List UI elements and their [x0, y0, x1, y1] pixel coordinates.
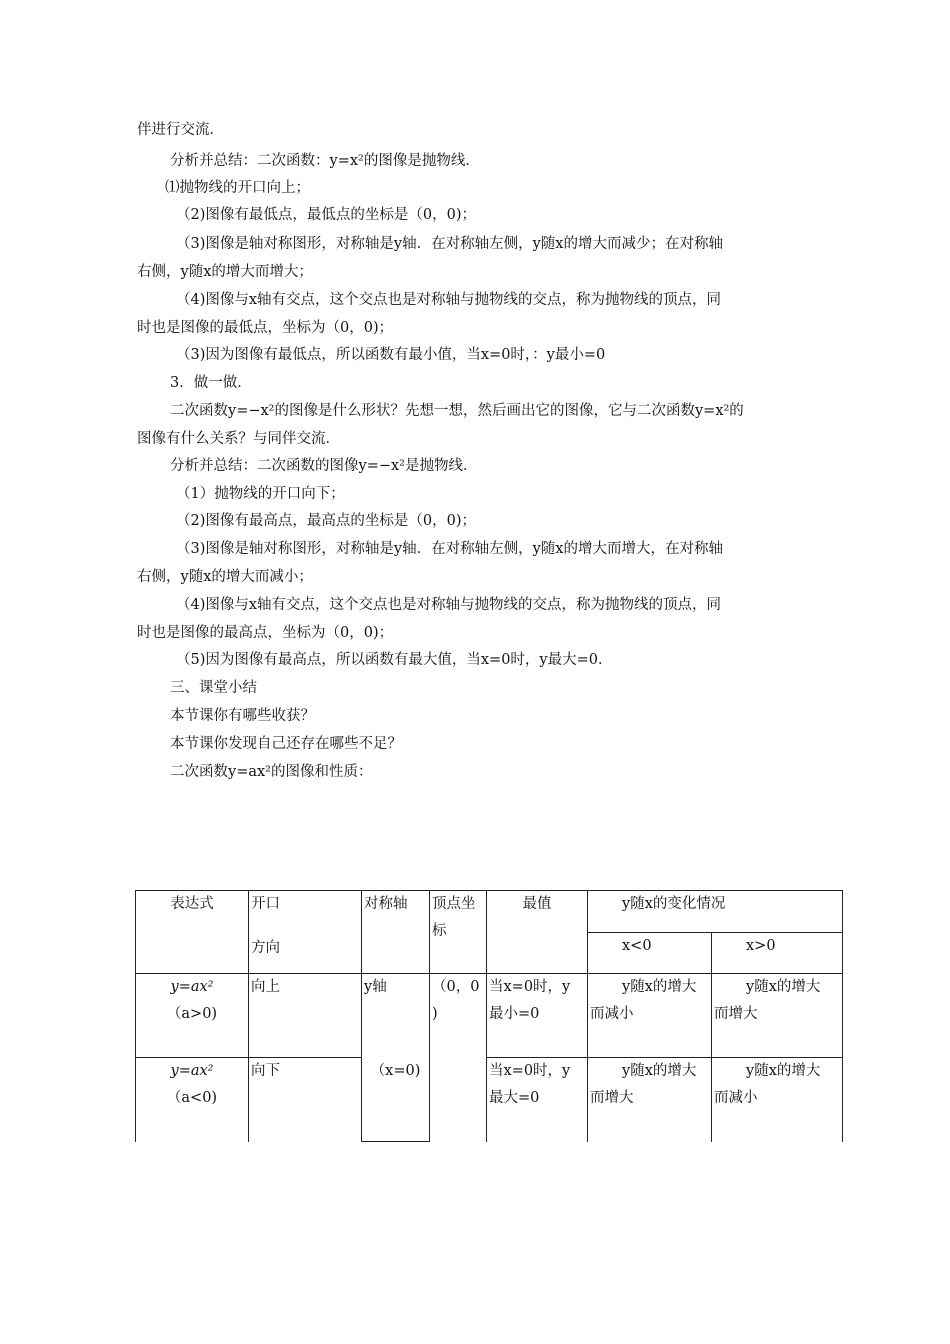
- cell-expr: y=ax² （a<0): [136, 1058, 249, 1142]
- text-line: 本节课你发现自己还存在哪些不足？: [170, 736, 402, 752]
- text-line: （5)因为图像有最高点，所以函数有最大值，当x=0时，y最大=0．: [176, 652, 613, 668]
- text-line: 分析并总结：二次函数的图像y=−x²是抛物线．: [170, 458, 478, 474]
- header-x-lt0: x<0: [588, 933, 712, 974]
- header-vertex: 顶点坐 标: [430, 891, 487, 974]
- text-line: ⑴抛物线的开口向上；: [165, 180, 310, 196]
- cell-open: 向下: [249, 1058, 362, 1142]
- text-line: （3)图像是轴对称图形，对称轴是y轴．在对称轴左侧，y随x的增大而减少；在对称轴: [176, 236, 723, 252]
- header-extreme: 最值: [487, 891, 588, 974]
- text-line: 二次函数y=ax²的图像和性质：: [170, 764, 373, 780]
- cell-x-gt0: y随x的增大 而增大: [712, 974, 843, 1058]
- text-line: （4)图像与x轴有交点，这个交点也是对称轴与抛物线的交点，称为抛物线的顶点，同: [176, 292, 722, 308]
- cell-extreme: 当x=0时，y 最小=0: [487, 974, 588, 1058]
- text-line: 图像有什么关系？与同伴交流．: [137, 431, 340, 447]
- text-line: （2)图像有最低点，最低点的坐标是（0，0)；: [176, 207, 476, 223]
- cell-open: 向上: [249, 974, 362, 1058]
- text-line: 时也是图像的最低点，坐标为（0，0)；: [137, 320, 394, 336]
- text-line: （3)图像是轴对称图形，对称轴是y轴．在对称轴左侧，y随x的增大而增大，在对称轴: [176, 541, 723, 557]
- cell-extreme: 当x=0时，y 最大=0: [487, 1058, 588, 1142]
- text-line: 本节课你有哪些收获？: [170, 708, 315, 724]
- cell-x-lt0: y随x的增大 而减小: [588, 974, 712, 1058]
- text-line: 分析并总结：二次函数：y=x²的图像是抛物线．: [170, 153, 480, 169]
- properties-table: [135, 890, 843, 1142]
- section-heading: 三、课堂小结: [170, 680, 257, 696]
- text-line: （1）抛物线的开口向下；: [176, 486, 345, 502]
- text-line: 右侧，y随x的增大而减小；: [137, 569, 313, 585]
- cell-x-gt0: y随x的增大 而减小: [712, 1058, 843, 1142]
- text-line: （3)因为图像有最低点，所以函数有最小值，当x=0时，：y最小=0: [176, 347, 606, 363]
- cell-axis: （x=0): [362, 1058, 430, 1142]
- header-trend: y随x的变化情况: [588, 891, 843, 933]
- header-expr: 表达式: [136, 891, 249, 974]
- table-row: [136, 974, 843, 1058]
- table-row: [136, 1058, 843, 1142]
- text-line: （4)图像与x轴有交点，这个交点也是对称轴与抛物线的交点，称为抛物线的顶点，同: [176, 597, 722, 613]
- cell-x-lt0: y随x的增大 而增大: [588, 1058, 712, 1142]
- cell-axis: y轴: [362, 974, 430, 1058]
- header-axis: 对称轴: [362, 891, 430, 974]
- text-line: 时也是图像的最高点，坐标为（0，0)；: [137, 625, 394, 641]
- cell-vertex: （0，0 ): [430, 974, 487, 1142]
- text-line: 二次函数y=−x²的图像是什么形状？先想一想，然后画出它的图像，它与二次函数y=x²的: [170, 403, 744, 419]
- header-x-gt0: x>0: [712, 933, 843, 974]
- text-line: （2)图像有最高点，最高点的坐标是（0，0)；: [176, 513, 476, 529]
- text-line: 右侧，y随x的增大而增大；: [137, 264, 313, 280]
- text-line: 伴进行交流．: [137, 122, 224, 138]
- text-line: 3．做一做．: [170, 375, 252, 391]
- header-open: 开口 方向: [249, 891, 362, 974]
- cell-expr: y=ax² （a>0): [136, 974, 249, 1058]
- table-header-row: [136, 891, 843, 933]
